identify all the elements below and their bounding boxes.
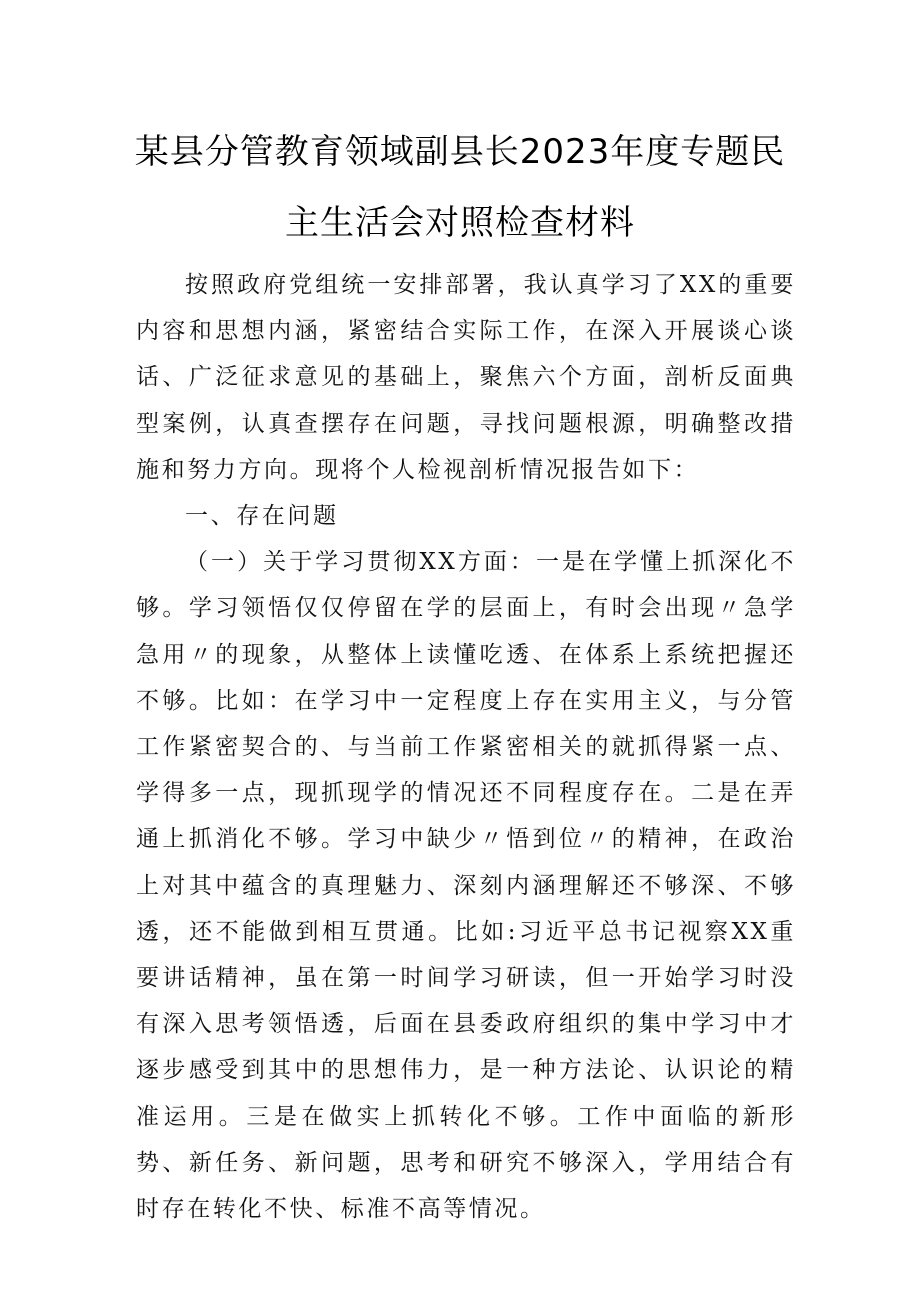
document-body <box>136 262 796 1232</box>
section-heading: 一、存在问题 <box>185 503 339 530</box>
section-paragraph: （一）关于学习贯彻XX方面：一是在学懂上抓深化不够。学习领悟仅仅停留在学的层面上，有时会出现〃急学急用〃的现象，从整体上读懂吃透、在体系上系统把握还不够。比如：在学习中一定程度上存在实用主义，与分管工作紧密契合的、与当前工作紧密相关的就抓得紧一点、学得多一点，现抓现学的情况还不同程度存在。二是在弄通上抓消化不够。学习中缺少〃悟到位〃的精神，在政治上对其中蕴含的真理魅力、深刻内涵理解还不够深、不够透，还不能做到相互贯通。比如:习近平总书记视察XX重要讲话精神，虽在第一时间学习研读，但一开始学习时没有深入思考领悟透，后面在县委政府组织的集中学习中才逐步感受到其中的思想伟力，是一种方法论、认识论的精准运用。三是在做实上抓转化不够。工作中面临的新形势、新任务、新问题，思考和研究不够深入，学用结合有时存在转化不快、标准不高等情况。 <box>136 549 796 1223</box>
document-title-line-2: 主生活会对照检查材料 <box>285 203 635 243</box>
document-title-line-1: 某县分管教育领域副县长2023年度专题民 <box>134 132 786 172</box>
intro-paragraph: 按照政府党组统一安排部署，我认真学习了XX的重要内容和思想内涵，紧密结合实际工作，在深入开展谈心谈话、广泛征求意见的基础上，聚焦六个方面，剖析反面典型案例，认真查摆存在问题，寻找问题根源，明确整改措施和努力方向。现将个人检视剖析情况报告如下： <box>136 272 796 483</box>
